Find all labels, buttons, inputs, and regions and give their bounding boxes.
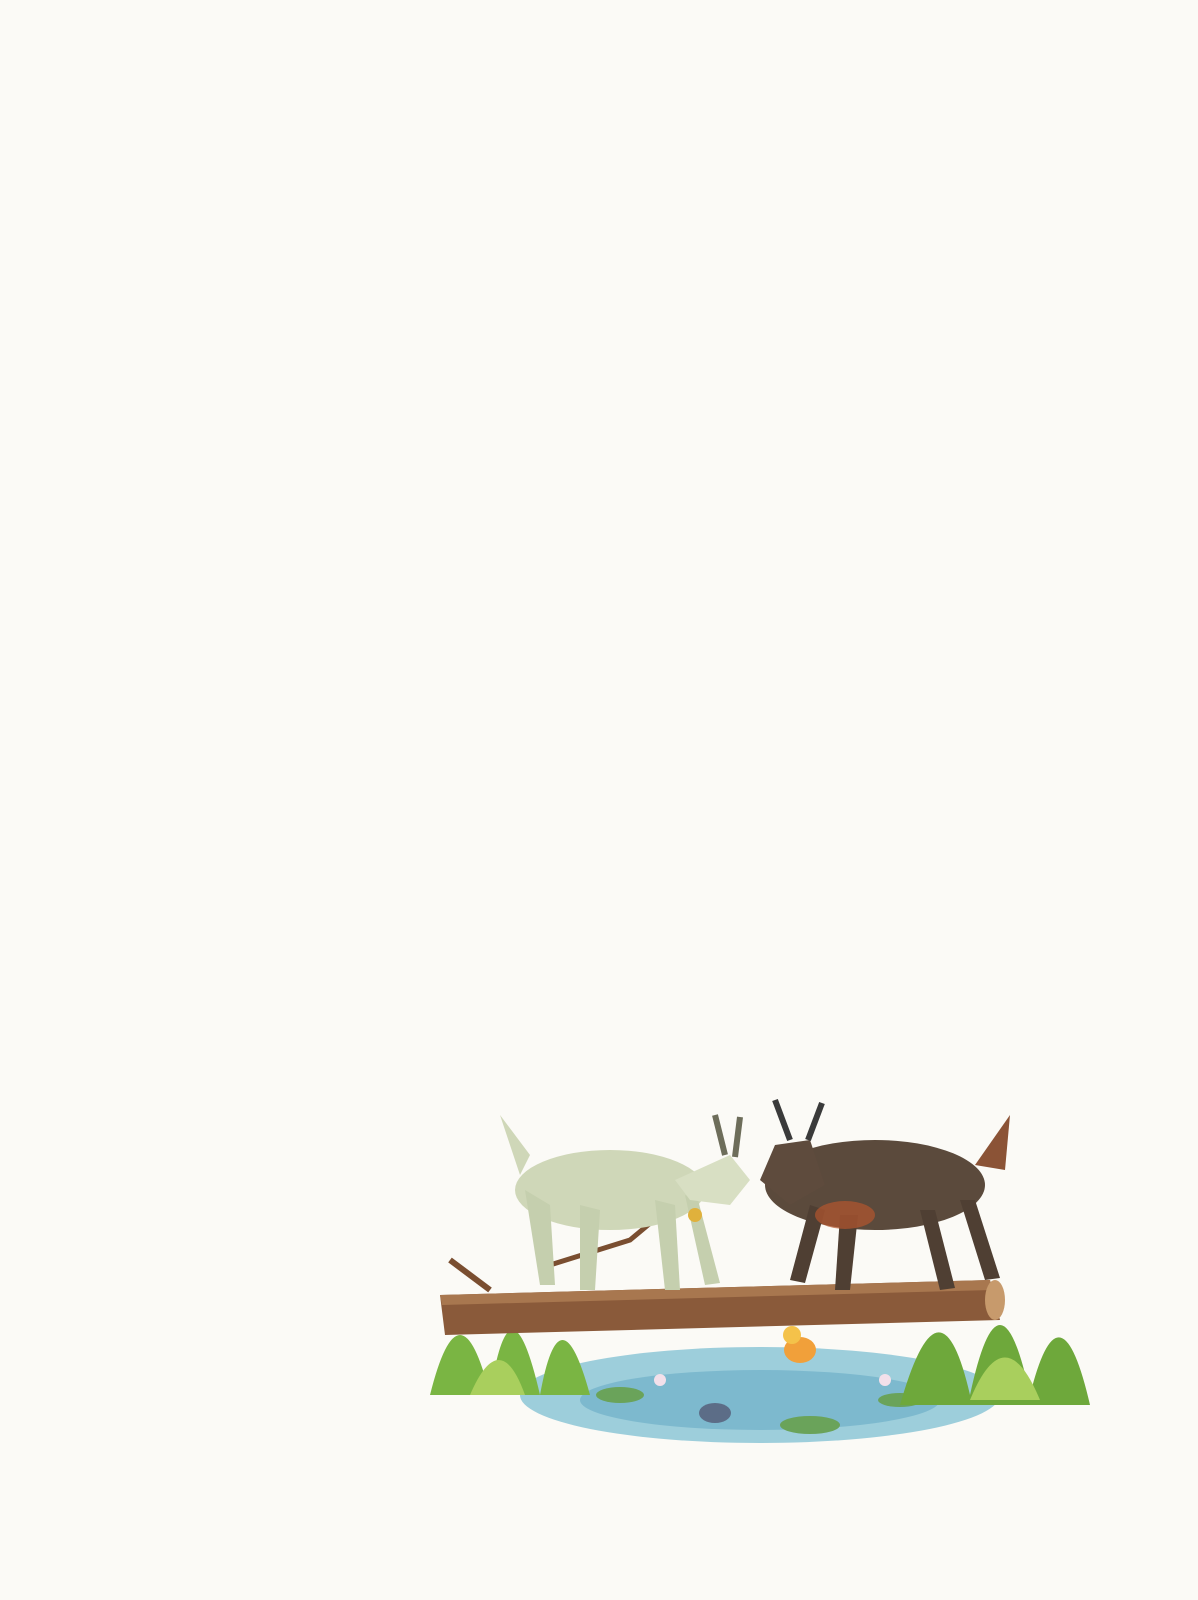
goats-on-log-illustration <box>430 1095 1120 1455</box>
floral-border-right <box>1128 0 1198 1600</box>
floral-border-bottom <box>0 1538 1198 1600</box>
white-goat <box>500 1115 750 1290</box>
floral-border-top <box>0 0 1198 62</box>
dark-goat <box>760 1100 1010 1290</box>
